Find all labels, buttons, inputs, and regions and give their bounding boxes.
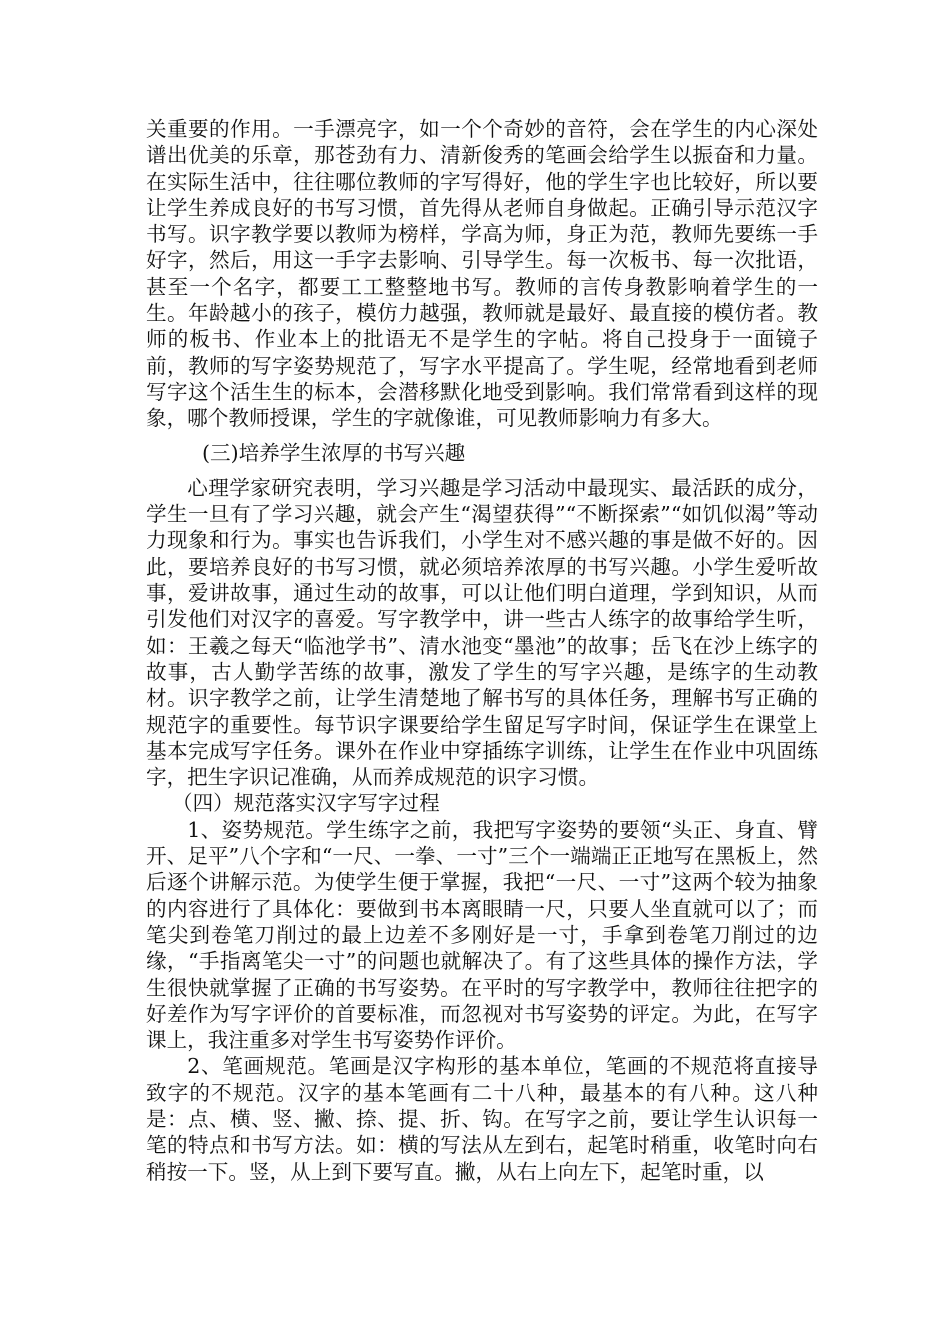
paragraph-teacher-example: 关重要的作用。一手漂亮字，如一个个奇妙的音符，会在学生的内心深处谱出优美的乐章，那苍劲有力、清新俊秀的笔画会给学生以振奋和力量。在实际生活中，往往哪位教师的字写得好，他的学生字也比较好，所以要让学生养成良好的书写习惯，首先得从老师自身做起。正确引导示范汉字书写。识字教学要以教师为榜样，学高为师，身正为范，教师先要练一手好字，然后，用这一手字去影响、引导学生。每一次板书、每一次批语，甚至一个名字，都要工工整整地书写。教师的言传身教影响着学生的一生。年龄越小的孩子，模仿力越强，教师就是最好、最直接的模仿者。教师的板书、作业本上的批语无不是学生的字帖。将自己投身于一面镜子前，教师的写字姿势规范了，写字水平提高了。学生呢，经常地看到老师写字这个活生生的标本，会潜移默化地受到影响。我们常常看到这样的现象，哪个教师授课，学生的字就像谁，可见教师影响力有多大。 (146, 117, 818, 431)
section-heading-4: （四）规范落实汉字写字过程 (172, 791, 440, 816)
paragraph-stroke-standard: 2、笔画规范。笔画是汉字构形的基本单位，笔画的不规范将直接导致字的不规范。汉字的基本笔画有二十八种，最基本的有八种。这八种是：点、横、竖、撇、捺、提、折、钩。在写字之前，要让学生认识每一笔的特点和书写方法。如：横的写法从左到右，起笔时稍重，收笔时向右稍按一下。竖，从上到下要写直。撇，从右上向左下，起笔时重，以 (146, 1054, 818, 1184)
paragraph-writing-interest: 心理学家研究表明，学习兴趣是学习活动中最现实、最活跃的成分，学生一旦有了学习兴趣，就会产生“渴望获得”“不断探索”“如饥似渴”等动力现象和行为。事实也告诉我们，小学生对不感兴趣的事是做不好的。因此，要培养良好的书写习惯，就必须培养浓厚的书写兴趣。小学生爱听故事，爱讲故事，通过生动的故事，可以让他们明白道理，学到知识，从而引发他们对汉字的喜爱。写字教学中，讲一些古人练字的故事给学生听，如：王羲之每天“临池学书”、清水池变“墨池”的故事；岳飞在沙上练字的故事，古人勤学苦练的故事，激发了学生的写字兴趣，是练字的生动教材。识字教学之前，让学生清楚地了解书写的具体任务，理解书写正确的规范字的重要性。每节识字课要给学生留足写字时间，保证学生在课堂上基本完成写字任务。课外在作业中穿插练字训练，让学生在作业中巩固练字，把生字识记准确，从而养成规范的识字习惯。 (146, 475, 818, 790)
document-page (146, 116, 818, 1185)
section-heading-3: (三)培养学生浓厚的书写兴趣 (202, 440, 466, 465)
paragraph-posture-standard: 1、姿势规范。学生练字之前，我把写字姿势的要领“头正、身直、臂开、足平”八个字和“一尺、一拳、一寸”三个一端端正正地写在黑板上，然后逐个讲解示范。为使学生便于掌握，我把“一尺、一寸”这两个较为抽象的内容进行了具体化：要做到书本离眼睛一尺，只要人坐直就可以了；而笔尖到卷笔刀削过的最上边差不多刚好是一寸，手拿到卷笔刀削过的边缘，“手指离笔尖一寸”的问题也就解决了。有了这些具体的操作方法，学生很快就掌握了正确的书写姿势。在平时的写字教学中，教师往往把字的好差作为写字评价的首要标准，而忽视对书写姿势的评定。为此，在写字课上，我注重多对学生书写姿势作评价。 (146, 817, 818, 1053)
